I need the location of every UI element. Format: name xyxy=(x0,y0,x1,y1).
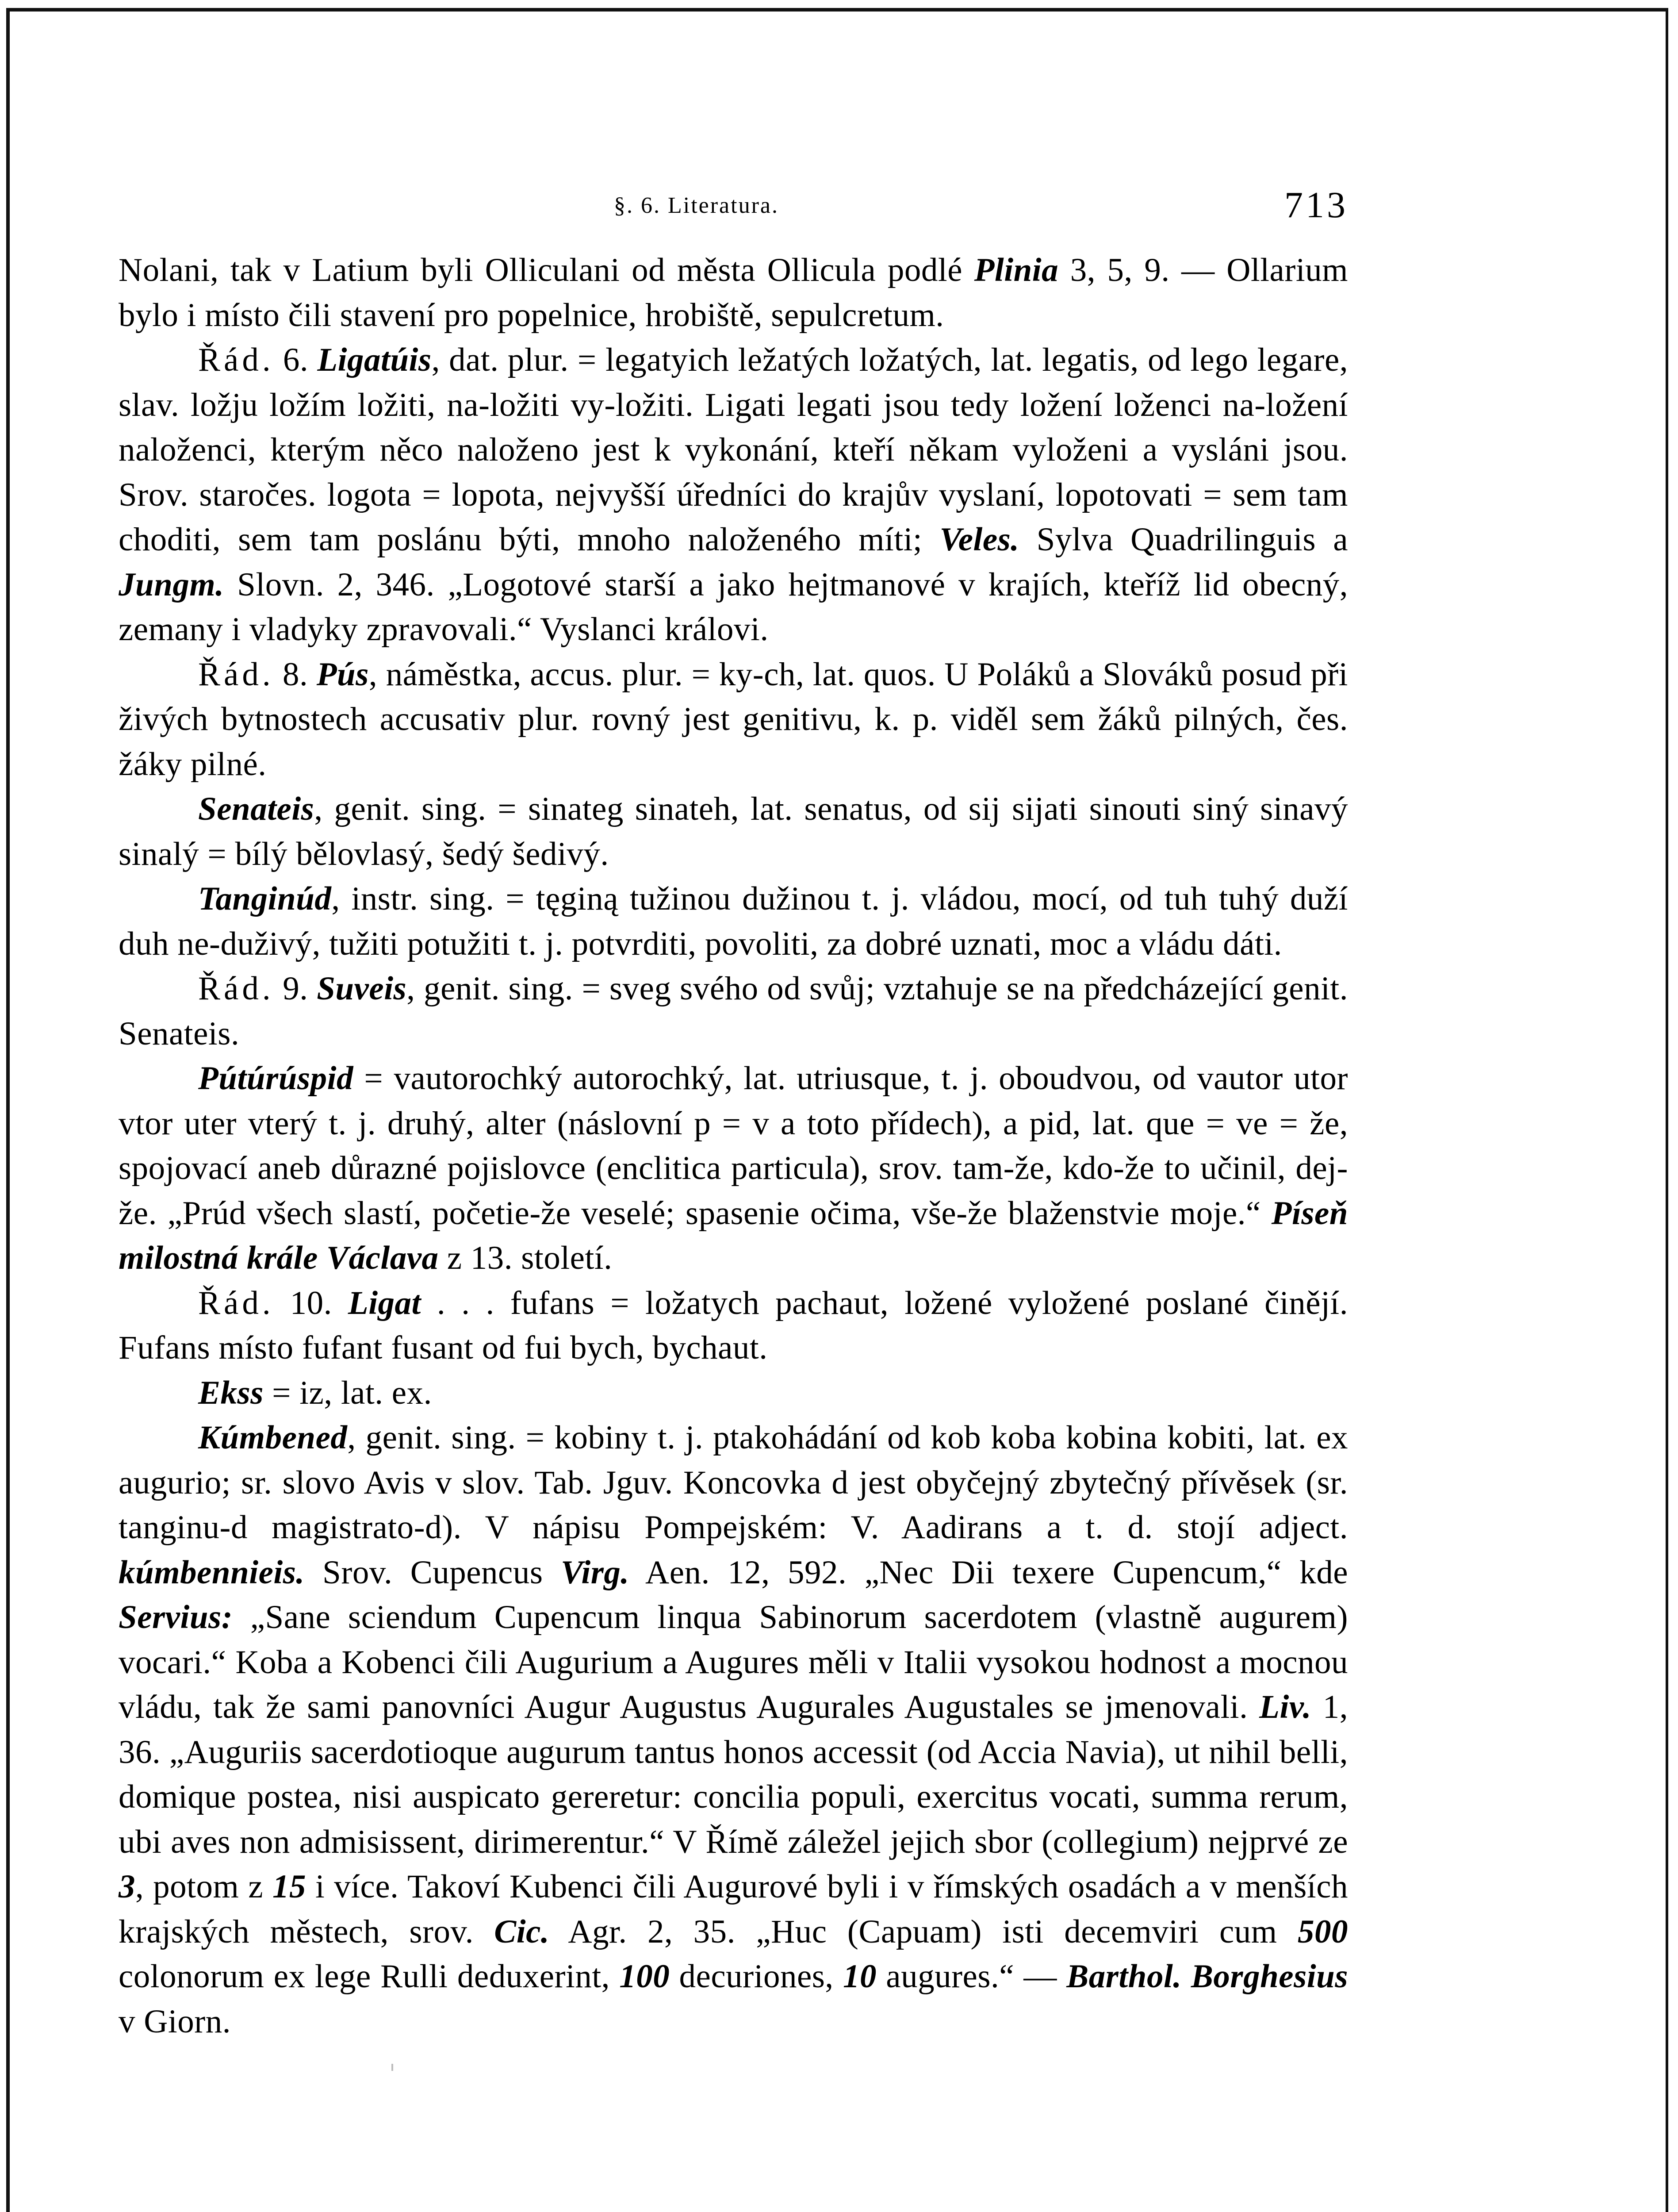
section-marker: Řád. xyxy=(198,656,274,693)
page-number: 713 xyxy=(1284,184,1348,226)
emphasis-text: Plinia xyxy=(974,252,1059,288)
emphasis-text: 100 xyxy=(619,1958,670,1995)
text-run: Sylva Quadrilinguis a xyxy=(1019,521,1348,558)
emphasis-text: Pús xyxy=(316,656,369,693)
emphasis-text: Tanginúd xyxy=(198,880,332,917)
text-run: decuriones, xyxy=(670,1958,843,1995)
text-run: Slovn. 2, 346. „Logotové starší a jako hejtmanové v krajích, kteříž lid obecný, zemany i vladyky zpravovali.“ Vyslanci královi. xyxy=(119,566,1348,648)
emphasis-text: Kúmbened xyxy=(198,1419,348,1456)
text-run: , dat. plur. = legatyich ležatých ložatých, lat. legatis, od lego legare, slav. ložju ložím ložiti, na-ložiti vy-ložiti. Ligati legati jsou tedy ložení loženci na-ložení naloženci, kterým něco naloženo jest k vykonání, kteří někam vyloženi a vysláni jsou. Srov. staročes. logota = lopota, nejvyšší úředníci do krajův vyslaní, lopotovati = sem tam choditi, sem tam poslánu býti, mnoho naloženého míti; xyxy=(119,342,1349,558)
emphasis-text: fufans xyxy=(510,1284,595,1321)
paragraph xyxy=(119,248,1348,338)
paragraph xyxy=(119,1056,1348,1281)
emphasis-text: 15 xyxy=(272,1868,306,1905)
text-run: v Giorn. xyxy=(119,2003,231,2040)
text-run: , genit. sing. = kobiny t. j. ptakohádání od kob koba kobina kobiti, lat. ex augurio; sr. slovo Avis v slov. Tab. Jguv. Koncovka xyxy=(119,1419,1348,1501)
emphasis-text: Liv. xyxy=(1259,1689,1312,1725)
emphasis-text: 10 xyxy=(843,1958,877,1995)
paragraph xyxy=(119,338,1348,652)
text-run: blaženstvie moje.“ xyxy=(997,1194,1272,1232)
emphasis-text: 3 xyxy=(119,1868,135,1905)
emphasis-text: Veles. xyxy=(939,521,1019,558)
text-run: , náměstka, accus. plur. = ky-ch, lat. quos. U Poláků a Slováků posud při živých bytnostech accusativ plur. rovný jest genitivu, k. p. viděl sem žáků pilných, čes. žáky pilné. xyxy=(119,656,1349,783)
emphasis-text: Ligatúis xyxy=(317,342,432,378)
running-title: §. 6. Literatura. xyxy=(614,193,779,218)
text-run: = vautorochký autorochký, lat. utriusque, t. j. oboudvou, od vautor utor vtor uter vterý t. j. druhý, alter (náslovní p = v a toto přídech), a pid, lat. que = ve = že, spojovací aneb důrazné pojislovce (enclitica particula), srov. tam-že, kdo-že to učinil, dej-že. „Prúd všech slastí, početie- xyxy=(119,1060,1348,1232)
text-run: , instr. sing. = tęginą tužinou dužinou t. j. vládou, mocí, od tuh tuhý duží duh ne-duživý, tužiti potužiti t. j. potvrditi, povoliti, za dobré uznati, moc a vládu dáti. xyxy=(119,880,1348,962)
paragraph xyxy=(119,1371,1348,1416)
emphasis-text: Suveis xyxy=(317,970,407,1007)
emphasis-text: Pútúrúspid xyxy=(198,1060,353,1097)
emphasis-text: Jungm. xyxy=(119,566,224,603)
text-run: 9. xyxy=(274,970,317,1007)
section-marker: Řád. xyxy=(198,342,274,378)
paragraph xyxy=(119,1415,1348,2044)
text-run: augures.“ — xyxy=(876,1958,1067,1995)
text-run: „Sane sciendum Cupencum linqua Sabinorum sacerdotem (vlastně augurem) vocari.“ Koba a Kobenci čili Augurium a Augures měli v Italii vysokou hodnost a mocnou vládu, tak že sami panovníci Augur Augustus Augurales Augustales se jmenovali. xyxy=(119,1599,1348,1725)
emphasis-text: že xyxy=(967,1194,998,1232)
emphasis-text: Senateis xyxy=(198,791,314,827)
emphasis-text: Ekss xyxy=(198,1374,264,1411)
emphasis-text: že xyxy=(540,1194,571,1232)
body-text xyxy=(119,248,1348,2044)
text-run: veselé; spasenie očima, vše- xyxy=(571,1194,968,1232)
text-run: 1, 36. „Auguriis sacerdotioque augurum tantus honos accessit (od Accia Navia), ut nihil belli, xyxy=(119,1689,1349,1770)
emphasis-text: Servius: xyxy=(119,1599,233,1636)
text-run: = ložatych pachaut, ložené vyložené poslané činějí. Fufans místo fufant fusant od fui bych, bychaut. xyxy=(119,1284,1349,1366)
text-run: i více. Takoví Kubenci čili Augurové byli i v římských osadách a v menších krajských městech, srov. xyxy=(119,1868,1348,1950)
paragraph xyxy=(119,1281,1348,1371)
text-run: Nolani, tak v Latium byli Olliculani od města Ollicula podlé xyxy=(119,252,974,288)
text-run: 10. xyxy=(274,1284,348,1321)
section-marker: Řád. xyxy=(198,970,274,1007)
emphasis-text: Ligat xyxy=(348,1284,421,1321)
paragraph xyxy=(119,966,1348,1056)
paragraph xyxy=(119,876,1348,966)
emphasis-text: kúmbennieis. xyxy=(119,1554,305,1591)
text-run: , genit. sing. = sinateg sinateh, lat. senatus, od sij sijati sinouti siný sinavý sinalý = bílý bělovlasý, šedý šedivý. xyxy=(119,791,1348,872)
text-run: Aen. 12, 592. „Nec Dii texere Cupencum,“ kde xyxy=(629,1554,1349,1591)
paragraph xyxy=(119,787,1348,876)
emphasis-text: Píseň milostná krále Václava xyxy=(119,1194,1349,1276)
emphasis-text: 500 xyxy=(1298,1913,1348,1950)
emphasis-text: d xyxy=(831,1464,849,1501)
text-run: Agr. 2, 35. „Huc (Capuam) isti decemviri cum xyxy=(549,1913,1298,1950)
emphasis-text: Virg. xyxy=(561,1554,629,1591)
emphasis-text: domique xyxy=(119,1778,236,1815)
section-marker: Řád. xyxy=(198,1284,274,1321)
text-run: . . . xyxy=(421,1284,510,1321)
text-run: Srov. Cupencus xyxy=(304,1554,561,1591)
text-run: , genit. sing. = sveg svého od svůj; vztahuje se na předcházející genit. Senateis. xyxy=(119,970,1349,1052)
scan-mark xyxy=(391,2064,393,2071)
text-run: 8. xyxy=(274,656,317,693)
paragraph xyxy=(119,652,1348,787)
text-run: jest obyčejný zbytečný přívěsek (sr. tanginu-d magistrato-d). V nápisu Pompejském: V. Aadirans a t. d. stojí adject. xyxy=(119,1464,1348,1546)
page-header xyxy=(119,175,1348,228)
text-run: , potom z xyxy=(135,1868,273,1905)
text-run: z 13. století. xyxy=(438,1240,613,1276)
text-run: postea, nisi auspicato gereretur: concilia populi, exercitus vocati, summa rerum, ubi aves non admisissent, dirimerentur.“ V Římě záležel jejich sbor (collegium) nejprvé ze xyxy=(119,1778,1348,1860)
text-run: 3, 5, 9. — Ollarium bylo i místo čili stavení pro popelnice, hrobiště, sepulcretum. xyxy=(119,252,1349,334)
text-run: 6. xyxy=(274,342,318,378)
text-run: = iz, lat. ex. xyxy=(263,1374,432,1411)
emphasis-text: Barthol. Borghesius xyxy=(1066,1958,1349,1995)
emphasis-text: Cic. xyxy=(494,1913,550,1950)
text-run: colonorum ex lege Rulli deduxerint, xyxy=(119,1958,620,1995)
